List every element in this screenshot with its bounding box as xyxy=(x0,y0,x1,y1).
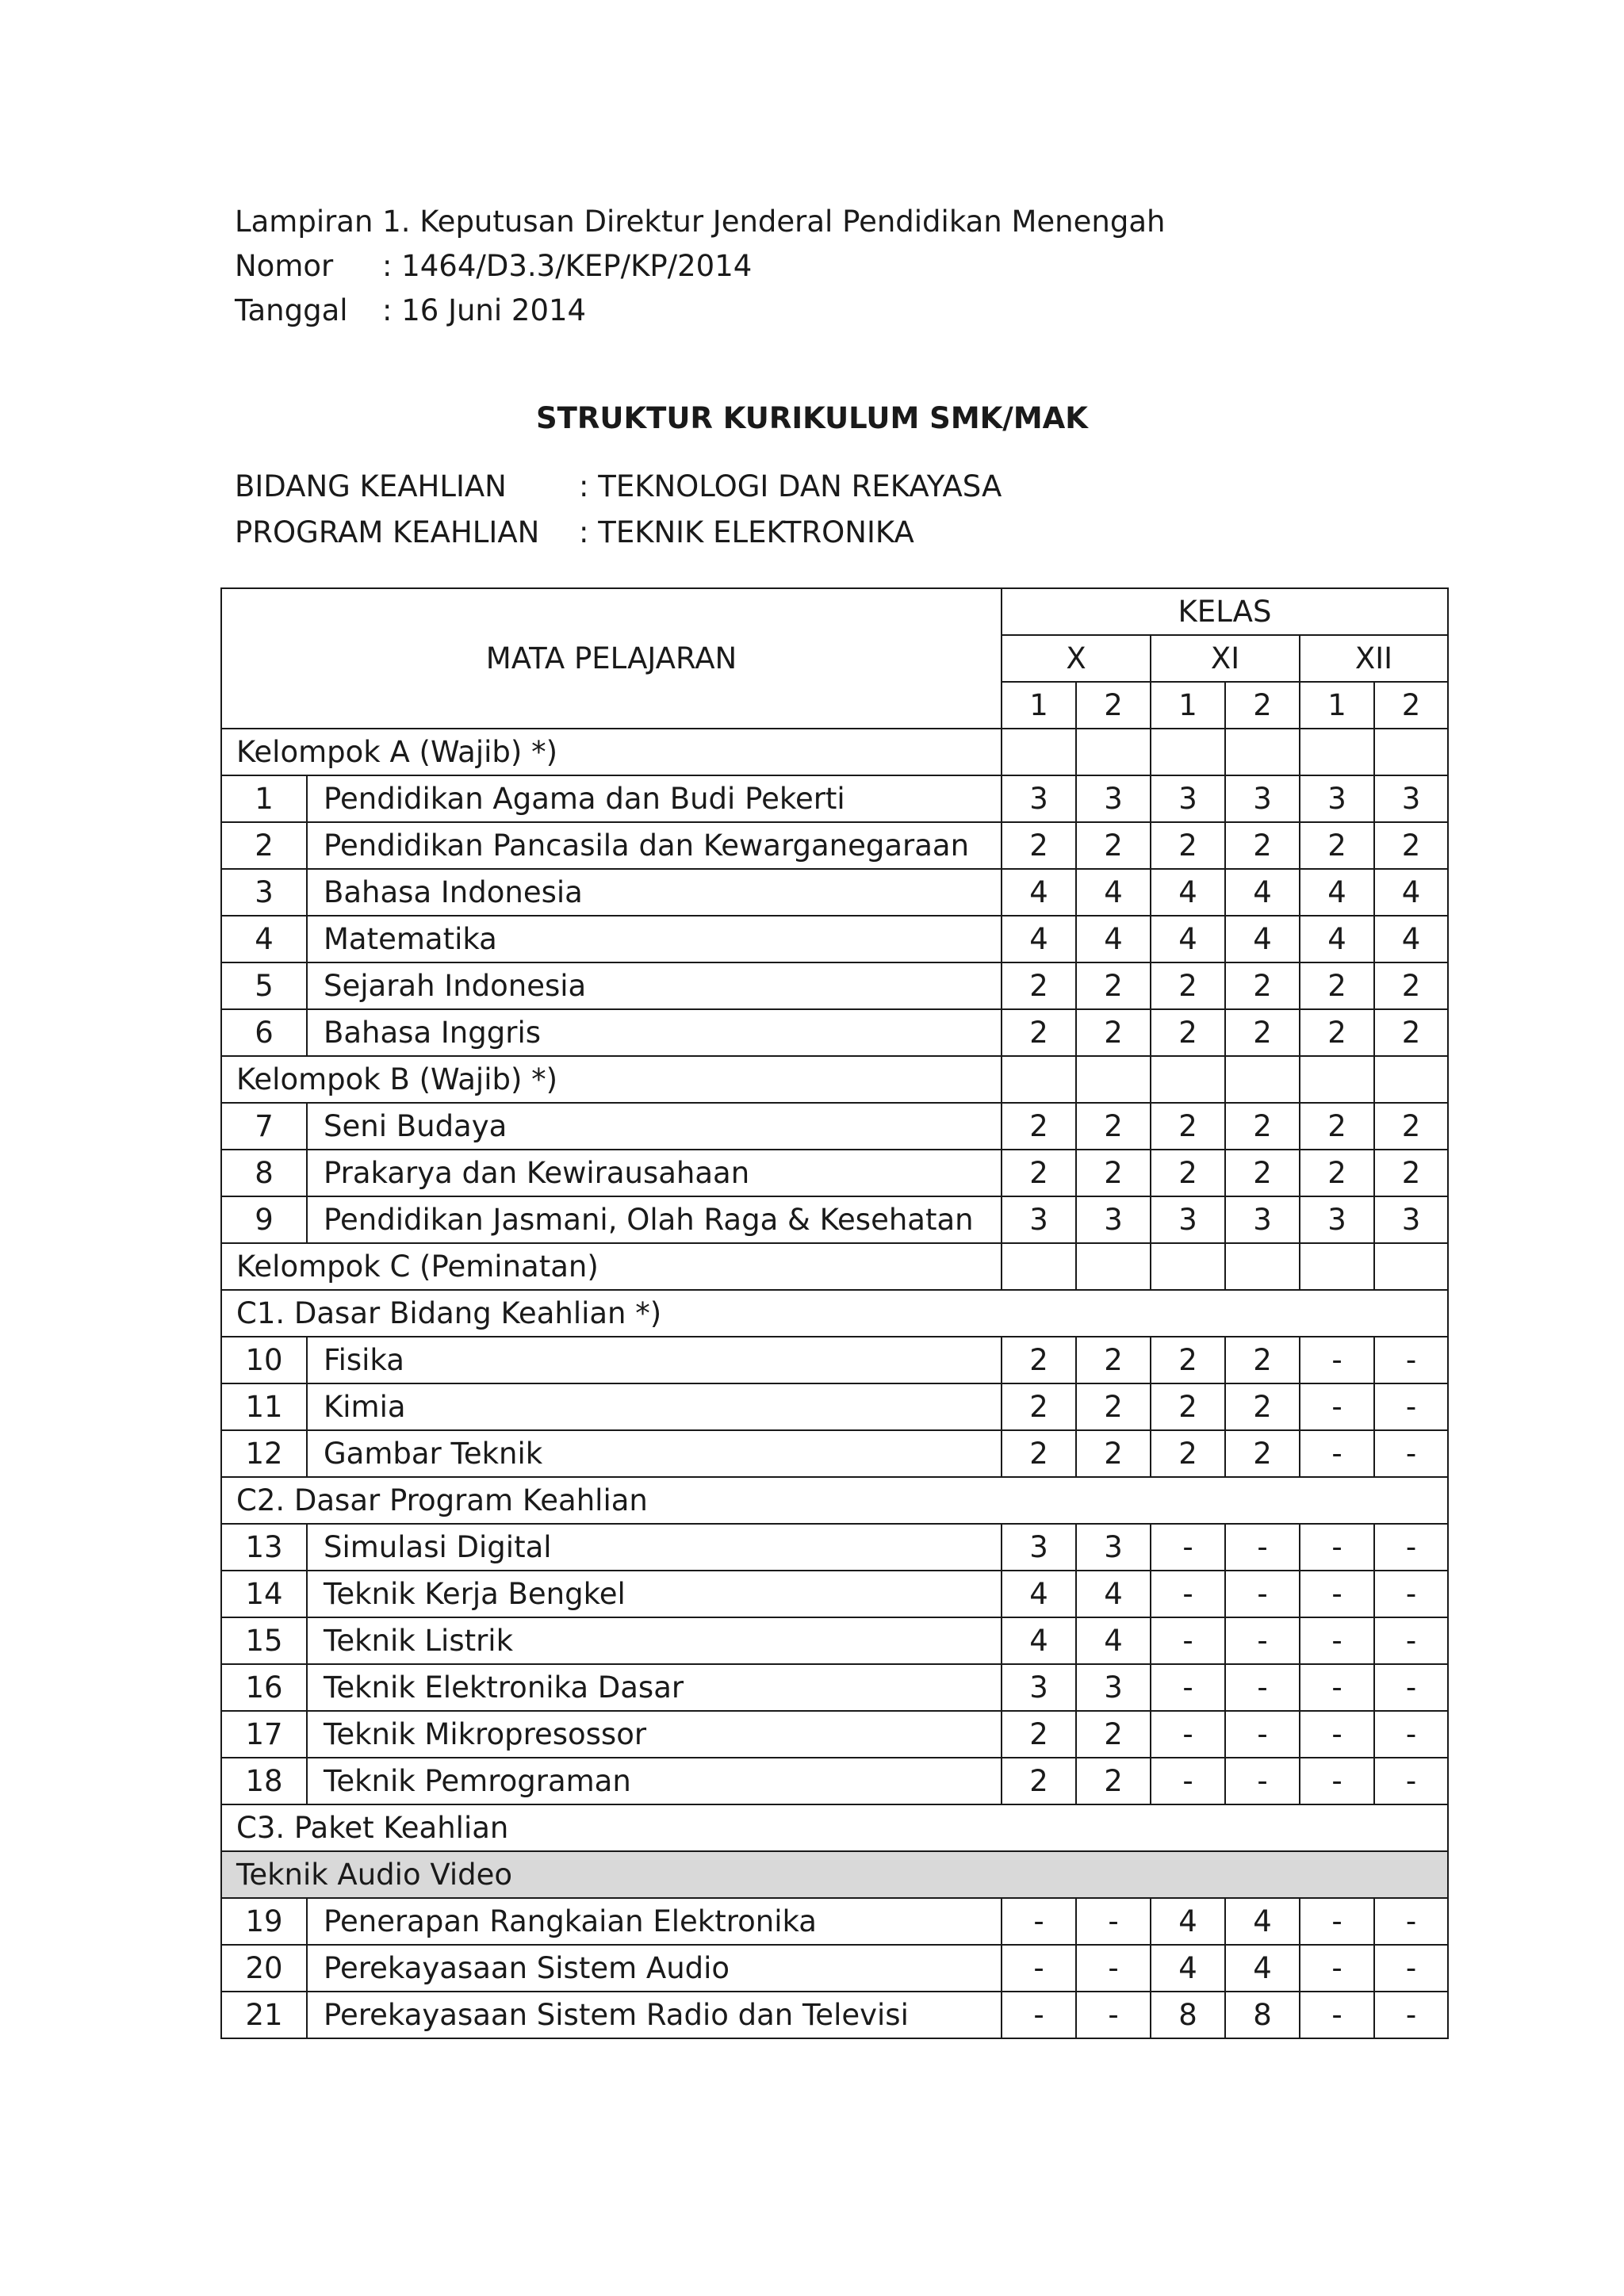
section-row xyxy=(221,1851,1448,1898)
tanggal-value: : 16 Juni 2014 xyxy=(382,293,587,327)
hours-cell: 2 xyxy=(1076,1430,1151,1477)
table-row xyxy=(221,1758,1448,1804)
row-number: 15 xyxy=(221,1617,307,1664)
hours-cell: - xyxy=(1002,1898,1076,1945)
hours-cell: 2 xyxy=(1076,1758,1151,1804)
hours-cell: 2 xyxy=(1002,1337,1076,1383)
hours-cell: - xyxy=(1374,1524,1448,1571)
hours-cell: 2 xyxy=(1225,822,1300,869)
hours-cell: 4 xyxy=(1225,1945,1300,1992)
empty-cell xyxy=(1002,1243,1076,1290)
row-number: 21 xyxy=(221,1992,307,2038)
hours-cell: 2 xyxy=(1300,1009,1374,1056)
hours-cell: 2 xyxy=(1300,1150,1374,1196)
empty-cell xyxy=(1151,1056,1225,1103)
hours-cell: 2 xyxy=(1002,1009,1076,1056)
hours-cell: 4 xyxy=(1002,1571,1076,1617)
hours-cell: 2 xyxy=(1374,1150,1448,1196)
curriculum-body xyxy=(221,729,1448,2038)
section-row xyxy=(221,1290,1448,1337)
empty-cell xyxy=(1151,1243,1225,1290)
lampiran-text: Lampiran 1. Keputusan Direktur Jenderal Pendidikan Menengah xyxy=(235,205,1166,239)
hours-cell: 3 xyxy=(1002,1196,1076,1243)
hours-cell: - xyxy=(1300,1664,1374,1711)
empty-cell xyxy=(1076,1243,1151,1290)
hours-cell: - xyxy=(1225,1758,1300,1804)
subject-name: Penerapan Rangkaian Elektronika xyxy=(307,1898,1002,1945)
document-title: STRUKTUR KURIKULUM SMK/MAK xyxy=(536,401,1088,435)
hours-cell: - xyxy=(1300,1992,1374,2038)
row-number: 6 xyxy=(221,1009,307,1056)
hours-cell: 2 xyxy=(1151,1383,1225,1430)
meta-row-program xyxy=(235,510,1002,556)
hours-cell: 2 xyxy=(1374,1009,1448,1056)
empty-cell xyxy=(1374,729,1448,775)
subject-name: Prakarya dan Kewirausahaan xyxy=(307,1150,1002,1196)
hours-cell: - xyxy=(1076,1898,1151,1945)
row-number: 4 xyxy=(221,916,307,962)
subject-name: Teknik Mikropresossor xyxy=(307,1711,1002,1758)
hours-cell: 4 xyxy=(1374,869,1448,916)
header-row-kelas xyxy=(221,588,1448,635)
hours-cell: - xyxy=(1225,1571,1300,1617)
hours-cell: 2 xyxy=(1002,962,1076,1009)
row-number: 19 xyxy=(221,1898,307,1945)
subject-name: Pendidikan Pancasila dan Kewarganegaraan xyxy=(307,822,1002,869)
header-line-lampiran xyxy=(235,200,1165,244)
row-number: 1 xyxy=(221,775,307,822)
group-row xyxy=(221,1056,1448,1103)
program-value: : TEKNIK ELEKTRONIKA xyxy=(579,515,914,549)
hours-cell: 2 xyxy=(1374,1103,1448,1150)
empty-cell xyxy=(1225,729,1300,775)
subject-name: Matematika xyxy=(307,916,1002,962)
hours-cell: 2 xyxy=(1076,1711,1151,1758)
hours-cell: 4 xyxy=(1225,1898,1300,1945)
hours-cell: - xyxy=(1374,1711,1448,1758)
row-number: 14 xyxy=(221,1571,307,1617)
hours-cell: 2 xyxy=(1151,1430,1225,1477)
program-label: PROGRAM KEAHLIAN xyxy=(235,515,540,549)
table-row xyxy=(221,1617,1448,1664)
row-number: 2 xyxy=(221,822,307,869)
hours-cell: 2 xyxy=(1151,962,1225,1009)
group-label: Kelompok B (Wajib) *) xyxy=(221,1056,1002,1103)
tanggal-label: Tanggal xyxy=(235,293,348,327)
hours-cell: 4 xyxy=(1076,869,1151,916)
hours-cell: 2 xyxy=(1002,1430,1076,1477)
hours-cell: 4 xyxy=(1151,916,1225,962)
hours-cell: 4 xyxy=(1151,869,1225,916)
hours-cell: - xyxy=(1300,1383,1374,1430)
grade-header: XI xyxy=(1151,635,1300,682)
empty-cell xyxy=(1225,1243,1300,1290)
hours-cell: - xyxy=(1151,1617,1225,1664)
subject-name: Teknik Pemrograman xyxy=(307,1758,1002,1804)
hours-cell: 2 xyxy=(1002,1758,1076,1804)
row-number: 9 xyxy=(221,1196,307,1243)
empty-cell xyxy=(1002,729,1076,775)
row-number: 17 xyxy=(221,1711,307,1758)
section-label: C2. Dasar Program Keahlian xyxy=(221,1477,1448,1524)
group-row xyxy=(221,1243,1448,1290)
nomor-value: : 1464/D3.3/KEP/KP/2014 xyxy=(382,249,753,283)
hours-cell: - xyxy=(1374,1430,1448,1477)
hours-cell: 2 xyxy=(1076,822,1151,869)
hours-cell: - xyxy=(1151,1711,1225,1758)
curriculum-table xyxy=(220,587,1449,2039)
hours-cell: 2 xyxy=(1002,1383,1076,1430)
hours-cell: - xyxy=(1300,1617,1374,1664)
table-row xyxy=(221,1524,1448,1571)
hours-cell: 2 xyxy=(1225,1150,1300,1196)
hours-cell: - xyxy=(1300,1711,1374,1758)
hours-cell: 3 xyxy=(1002,775,1076,822)
hours-cell: 3 xyxy=(1300,1196,1374,1243)
row-number: 20 xyxy=(221,1945,307,1992)
hours-cell: - xyxy=(1225,1617,1300,1664)
row-number: 7 xyxy=(221,1103,307,1150)
semester-header: 1 xyxy=(1151,682,1225,729)
subject-name: Kimia xyxy=(307,1383,1002,1430)
hours-cell: 2 xyxy=(1002,1103,1076,1150)
document-header xyxy=(235,200,1165,333)
subject-name: Teknik Listrik xyxy=(307,1617,1002,1664)
hours-cell: - xyxy=(1151,1664,1225,1711)
subject-name: Perekayasaan Sistem Audio xyxy=(307,1945,1002,1992)
hours-cell: 2 xyxy=(1225,962,1300,1009)
empty-cell xyxy=(1002,1056,1076,1103)
hours-cell: - xyxy=(1300,1337,1374,1383)
subject-name: Fisika xyxy=(307,1337,1002,1383)
hours-cell: - xyxy=(1374,1571,1448,1617)
row-number: 8 xyxy=(221,1150,307,1196)
hours-cell: 3 xyxy=(1374,775,1448,822)
hours-cell: - xyxy=(1374,1758,1448,1804)
hours-cell: 3 xyxy=(1076,775,1151,822)
table-row xyxy=(221,869,1448,916)
table-row xyxy=(221,1898,1448,1945)
hours-cell: 3 xyxy=(1151,775,1225,822)
table-row xyxy=(221,1103,1448,1150)
table-row xyxy=(221,1430,1448,1477)
hours-cell: 4 xyxy=(1225,916,1300,962)
subject-name: Seni Budaya xyxy=(307,1103,1002,1150)
hours-cell: 2 xyxy=(1076,1337,1151,1383)
hours-cell: 2 xyxy=(1076,1150,1151,1196)
table-row xyxy=(221,1337,1448,1383)
group-row xyxy=(221,729,1448,775)
hours-cell: 3 xyxy=(1300,775,1374,822)
hours-cell: 2 xyxy=(1300,822,1374,869)
hours-cell: 2 xyxy=(1151,1337,1225,1383)
hours-cell: 2 xyxy=(1151,1103,1225,1150)
hours-cell: - xyxy=(1374,1992,1448,2038)
row-number: 12 xyxy=(221,1430,307,1477)
row-number: 3 xyxy=(221,869,307,916)
empty-cell xyxy=(1076,1056,1151,1103)
hours-cell: - xyxy=(1300,1898,1374,1945)
empty-cell xyxy=(1225,1056,1300,1103)
hours-cell: - xyxy=(1151,1758,1225,1804)
hours-cell: 4 xyxy=(1300,869,1374,916)
group-label: Kelompok A (Wajib) *) xyxy=(221,729,1002,775)
hours-cell: - xyxy=(1151,1524,1225,1571)
hours-cell: 2 xyxy=(1374,962,1448,1009)
bidang-value: : TEKNOLOGI DAN REKAYASA xyxy=(579,469,1002,503)
empty-cell xyxy=(1076,729,1151,775)
semester-header: 2 xyxy=(1374,682,1448,729)
hours-cell: 2 xyxy=(1225,1009,1300,1056)
table-row xyxy=(221,962,1448,1009)
program-meta xyxy=(235,464,1002,556)
hours-cell: 2 xyxy=(1151,822,1225,869)
hours-cell: - xyxy=(1225,1711,1300,1758)
hours-cell: 3 xyxy=(1374,1196,1448,1243)
semester-header: 2 xyxy=(1225,682,1300,729)
table-row xyxy=(221,1196,1448,1243)
empty-cell xyxy=(1151,729,1225,775)
hours-cell: 2 xyxy=(1076,1103,1151,1150)
header-line-tanggal xyxy=(235,289,1165,333)
table-row xyxy=(221,1009,1448,1056)
hours-cell: - xyxy=(1076,1992,1151,2038)
hours-cell: 3 xyxy=(1076,1524,1151,1571)
section-row xyxy=(221,1477,1448,1524)
hours-cell: 8 xyxy=(1225,1992,1300,2038)
row-number: 13 xyxy=(221,1524,307,1571)
hours-cell: 2 xyxy=(1374,822,1448,869)
subject-name: Gambar Teknik xyxy=(307,1430,1002,1477)
semester-header: 2 xyxy=(1076,682,1151,729)
section-row xyxy=(221,1804,1448,1851)
hours-cell: 2 xyxy=(1151,1009,1225,1056)
hours-cell: - xyxy=(1374,1383,1448,1430)
subject-name: Perekayasaan Sistem Radio dan Televisi xyxy=(307,1992,1002,2038)
hours-cell: 2 xyxy=(1076,1009,1151,1056)
section-label: C3. Paket Keahlian xyxy=(221,1804,1448,1851)
hours-cell: 3 xyxy=(1002,1664,1076,1711)
row-number: 5 xyxy=(221,962,307,1009)
hours-cell: 2 xyxy=(1225,1430,1300,1477)
hours-cell: 4 xyxy=(1374,916,1448,962)
hours-cell: 2 xyxy=(1225,1103,1300,1150)
hours-cell: 2 xyxy=(1300,962,1374,1009)
hours-cell: 3 xyxy=(1076,1664,1151,1711)
grade-header: XII xyxy=(1300,635,1448,682)
table-row xyxy=(221,775,1448,822)
hours-cell: 4 xyxy=(1002,869,1076,916)
subject-name: Teknik Kerja Bengkel xyxy=(307,1571,1002,1617)
hours-cell: - xyxy=(1002,1992,1076,2038)
hours-cell: 3 xyxy=(1151,1196,1225,1243)
group-label: Kelompok C (Peminatan) xyxy=(221,1243,1002,1290)
table-row xyxy=(221,1992,1448,2038)
subject-name: Simulasi Digital xyxy=(307,1524,1002,1571)
subject-name: Bahasa Indonesia xyxy=(307,869,1002,916)
empty-cell xyxy=(1374,1056,1448,1103)
hours-cell: 4 xyxy=(1151,1945,1225,1992)
kelas-header: KELAS xyxy=(1002,588,1448,635)
table-row xyxy=(221,1945,1448,1992)
table-row xyxy=(221,916,1448,962)
hours-cell: 4 xyxy=(1225,869,1300,916)
table-row xyxy=(221,1664,1448,1711)
hours-cell: - xyxy=(1374,1337,1448,1383)
hours-cell: 3 xyxy=(1225,775,1300,822)
subject-name: Teknik Elektronika Dasar xyxy=(307,1664,1002,1711)
hours-cell: 2 xyxy=(1225,1383,1300,1430)
header-line-nomor xyxy=(235,244,1165,289)
hours-cell: - xyxy=(1002,1945,1076,1992)
hours-cell: 2 xyxy=(1002,1150,1076,1196)
hours-cell: - xyxy=(1151,1571,1225,1617)
hours-cell: - xyxy=(1300,1524,1374,1571)
semester-header: 1 xyxy=(1300,682,1374,729)
subject-name: Bahasa Inggris xyxy=(307,1009,1002,1056)
hours-cell: 2 xyxy=(1076,962,1151,1009)
hours-cell: - xyxy=(1300,1571,1374,1617)
hours-cell: 4 xyxy=(1076,1617,1151,1664)
grade-header: X xyxy=(1002,635,1151,682)
empty-cell xyxy=(1300,1056,1374,1103)
table-row xyxy=(221,1383,1448,1430)
nomor-label: Nomor xyxy=(235,249,334,283)
section-label: C1. Dasar Bidang Keahlian *) xyxy=(221,1290,1448,1337)
hours-cell: 8 xyxy=(1151,1992,1225,2038)
row-number: 10 xyxy=(221,1337,307,1383)
table-row xyxy=(221,1571,1448,1617)
hours-cell: - xyxy=(1300,1430,1374,1477)
hours-cell: 4 xyxy=(1002,1617,1076,1664)
subject-column-header: MATA PELAJARAN xyxy=(221,588,1002,729)
hours-cell: - xyxy=(1374,1664,1448,1711)
table-row xyxy=(221,822,1448,869)
hours-cell: 3 xyxy=(1076,1196,1151,1243)
hours-cell: - xyxy=(1300,1758,1374,1804)
subject-name: Pendidikan Jasmani, Olah Raga & Kesehatan xyxy=(307,1196,1002,1243)
hours-cell: 4 xyxy=(1300,916,1374,962)
hours-cell: 4 xyxy=(1002,916,1076,962)
hours-cell: - xyxy=(1374,1898,1448,1945)
hours-cell: - xyxy=(1076,1945,1151,1992)
hours-cell: 4 xyxy=(1151,1898,1225,1945)
table-row xyxy=(221,1711,1448,1758)
section-label: Teknik Audio Video xyxy=(221,1851,1448,1898)
hours-cell: - xyxy=(1374,1945,1448,1992)
hours-cell: 2 xyxy=(1151,1150,1225,1196)
row-number: 18 xyxy=(221,1758,307,1804)
semester-header: 1 xyxy=(1002,682,1076,729)
hours-cell: - xyxy=(1374,1617,1448,1664)
hours-cell: 4 xyxy=(1076,1571,1151,1617)
row-number: 16 xyxy=(221,1664,307,1711)
hours-cell: - xyxy=(1300,1945,1374,1992)
bidang-label: BIDANG KEAHLIAN xyxy=(235,469,507,503)
hours-cell: 2 xyxy=(1225,1337,1300,1383)
hours-cell: 2 xyxy=(1300,1103,1374,1150)
hours-cell: 2 xyxy=(1002,1711,1076,1758)
hours-cell: 2 xyxy=(1002,822,1076,869)
hours-cell: 3 xyxy=(1002,1524,1076,1571)
hours-cell: 3 xyxy=(1225,1196,1300,1243)
table-row xyxy=(221,1150,1448,1196)
hours-cell: - xyxy=(1225,1524,1300,1571)
hours-cell: - xyxy=(1225,1664,1300,1711)
subject-name: Sejarah Indonesia xyxy=(307,962,1002,1009)
empty-cell xyxy=(1300,1243,1374,1290)
row-number: 11 xyxy=(221,1383,307,1430)
meta-row-bidang xyxy=(235,464,1002,510)
subject-name: Pendidikan Agama dan Budi Pekerti xyxy=(307,775,1002,822)
hours-cell: 4 xyxy=(1076,916,1151,962)
hours-cell: 2 xyxy=(1076,1383,1151,1430)
empty-cell xyxy=(1374,1243,1448,1290)
empty-cell xyxy=(1300,729,1374,775)
